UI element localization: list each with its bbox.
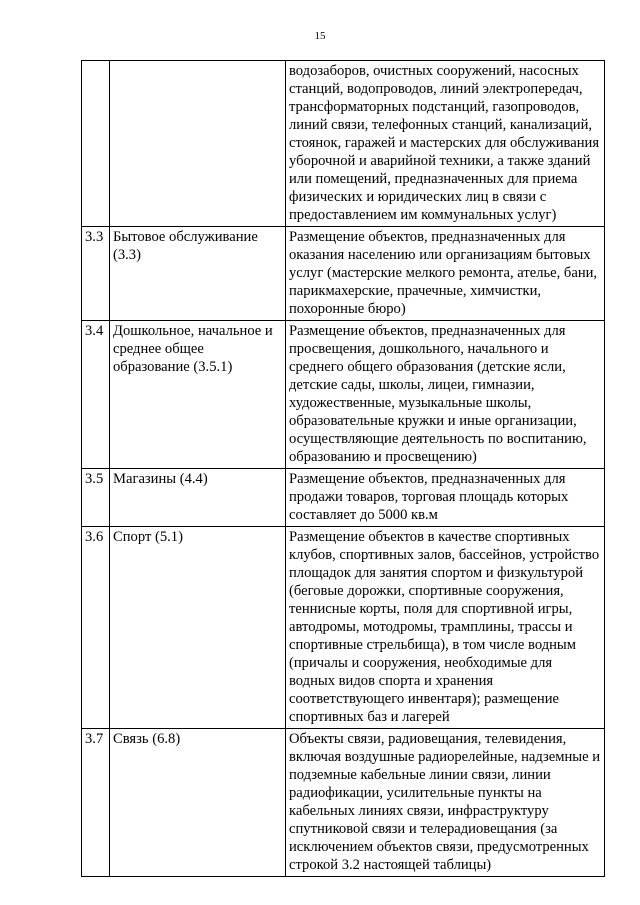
use-name-cell: Магазины (4.4) xyxy=(110,469,286,527)
row-number-cell: 3.4 xyxy=(82,321,110,469)
use-description-cell: Размещение объектов, предназначенных для просвещения, дошкольного, начального и среднего общего образования (детские ясли, детские сады, школы, лицеи, гимназии, художественные, музыкальные школы, образовательные кружки и иные организации, осуществляющие деятельность по воспитанию, образованию и просвещению) xyxy=(286,321,605,469)
use-name-cell xyxy=(110,61,286,227)
use-description-cell: Размещение объектов, предназначенных для продажи товаров, торговая площадь которых составляет до 5000 кв.м xyxy=(286,469,605,527)
table-row xyxy=(82,527,605,729)
use-name-cell: Дошкольное, начальное и среднее общее образование (3.5.1) xyxy=(110,321,286,469)
row-number-cell: 3.3 xyxy=(82,227,110,321)
use-description-cell: Объекты связи, радиовещания, телевидения, включая воздушные радиорелейные, надземные и подземные кабельные линии связи, линии радиофикации, усилительные пункты на кабельных линиях связи, инфраструктуру спутниковой связи и телерадиовещания (за исключением объектов связи, предусмотренных строкой 3.2 настоящей таблицы) xyxy=(286,729,605,877)
permitted-uses-table xyxy=(81,60,605,877)
use-description-cell: Размещение объектов, предназначенных для оказания населению или организациям бытовых услуг (мастерские мелкого ремонта, ателье, бани, парикмахерские, прачечные, химчистки, похоронные бюро) xyxy=(286,227,605,321)
use-name-cell: Спорт (5.1) xyxy=(110,527,286,729)
row-number-cell: 3.5 xyxy=(82,469,110,527)
row-number-cell xyxy=(82,61,110,227)
use-description-cell: Размещение объектов в качестве спортивных клубов, спортивных залов, бассейнов, устройство площадок для занятия спортом и физкультурой (беговые дорожки, спортивные сооружения, теннисные корты, поля для спортивной игры, автодромы, мотодромы, трамплины, трассы и спортивные стрельбища), в том числе водным (причалы и сооружения, необходимые для водных видов спорта и хранения соответствующего инвентаря); размещение спортивных баз и лагерей xyxy=(286,527,605,729)
page-number: 15 xyxy=(314,30,326,42)
row-number-cell: 3.6 xyxy=(82,527,110,729)
table-row xyxy=(82,469,605,527)
table-row xyxy=(82,227,605,321)
use-description-cell: водозаборов, очистных сооружений, насосных станций, водопроводов, линий электропередач, трансформаторных подстанций, газопроводов, линий связи, телефонных станций, канализаций, стоянок, гаражей и мастерских для обслуживания уборочной и аварийной техники, а также зданий или помещений, предназначенных для приема физических и юридических лиц в связи с предоставлением им коммунальных услуг) xyxy=(286,61,605,227)
use-name-cell: Бытовое обслуживание (3.3) xyxy=(110,227,286,321)
table-row xyxy=(82,61,605,227)
use-name-cell: Связь (6.8) xyxy=(110,729,286,877)
row-number-cell: 3.7 xyxy=(82,729,110,877)
table-row xyxy=(82,729,605,877)
table-row xyxy=(82,321,605,469)
